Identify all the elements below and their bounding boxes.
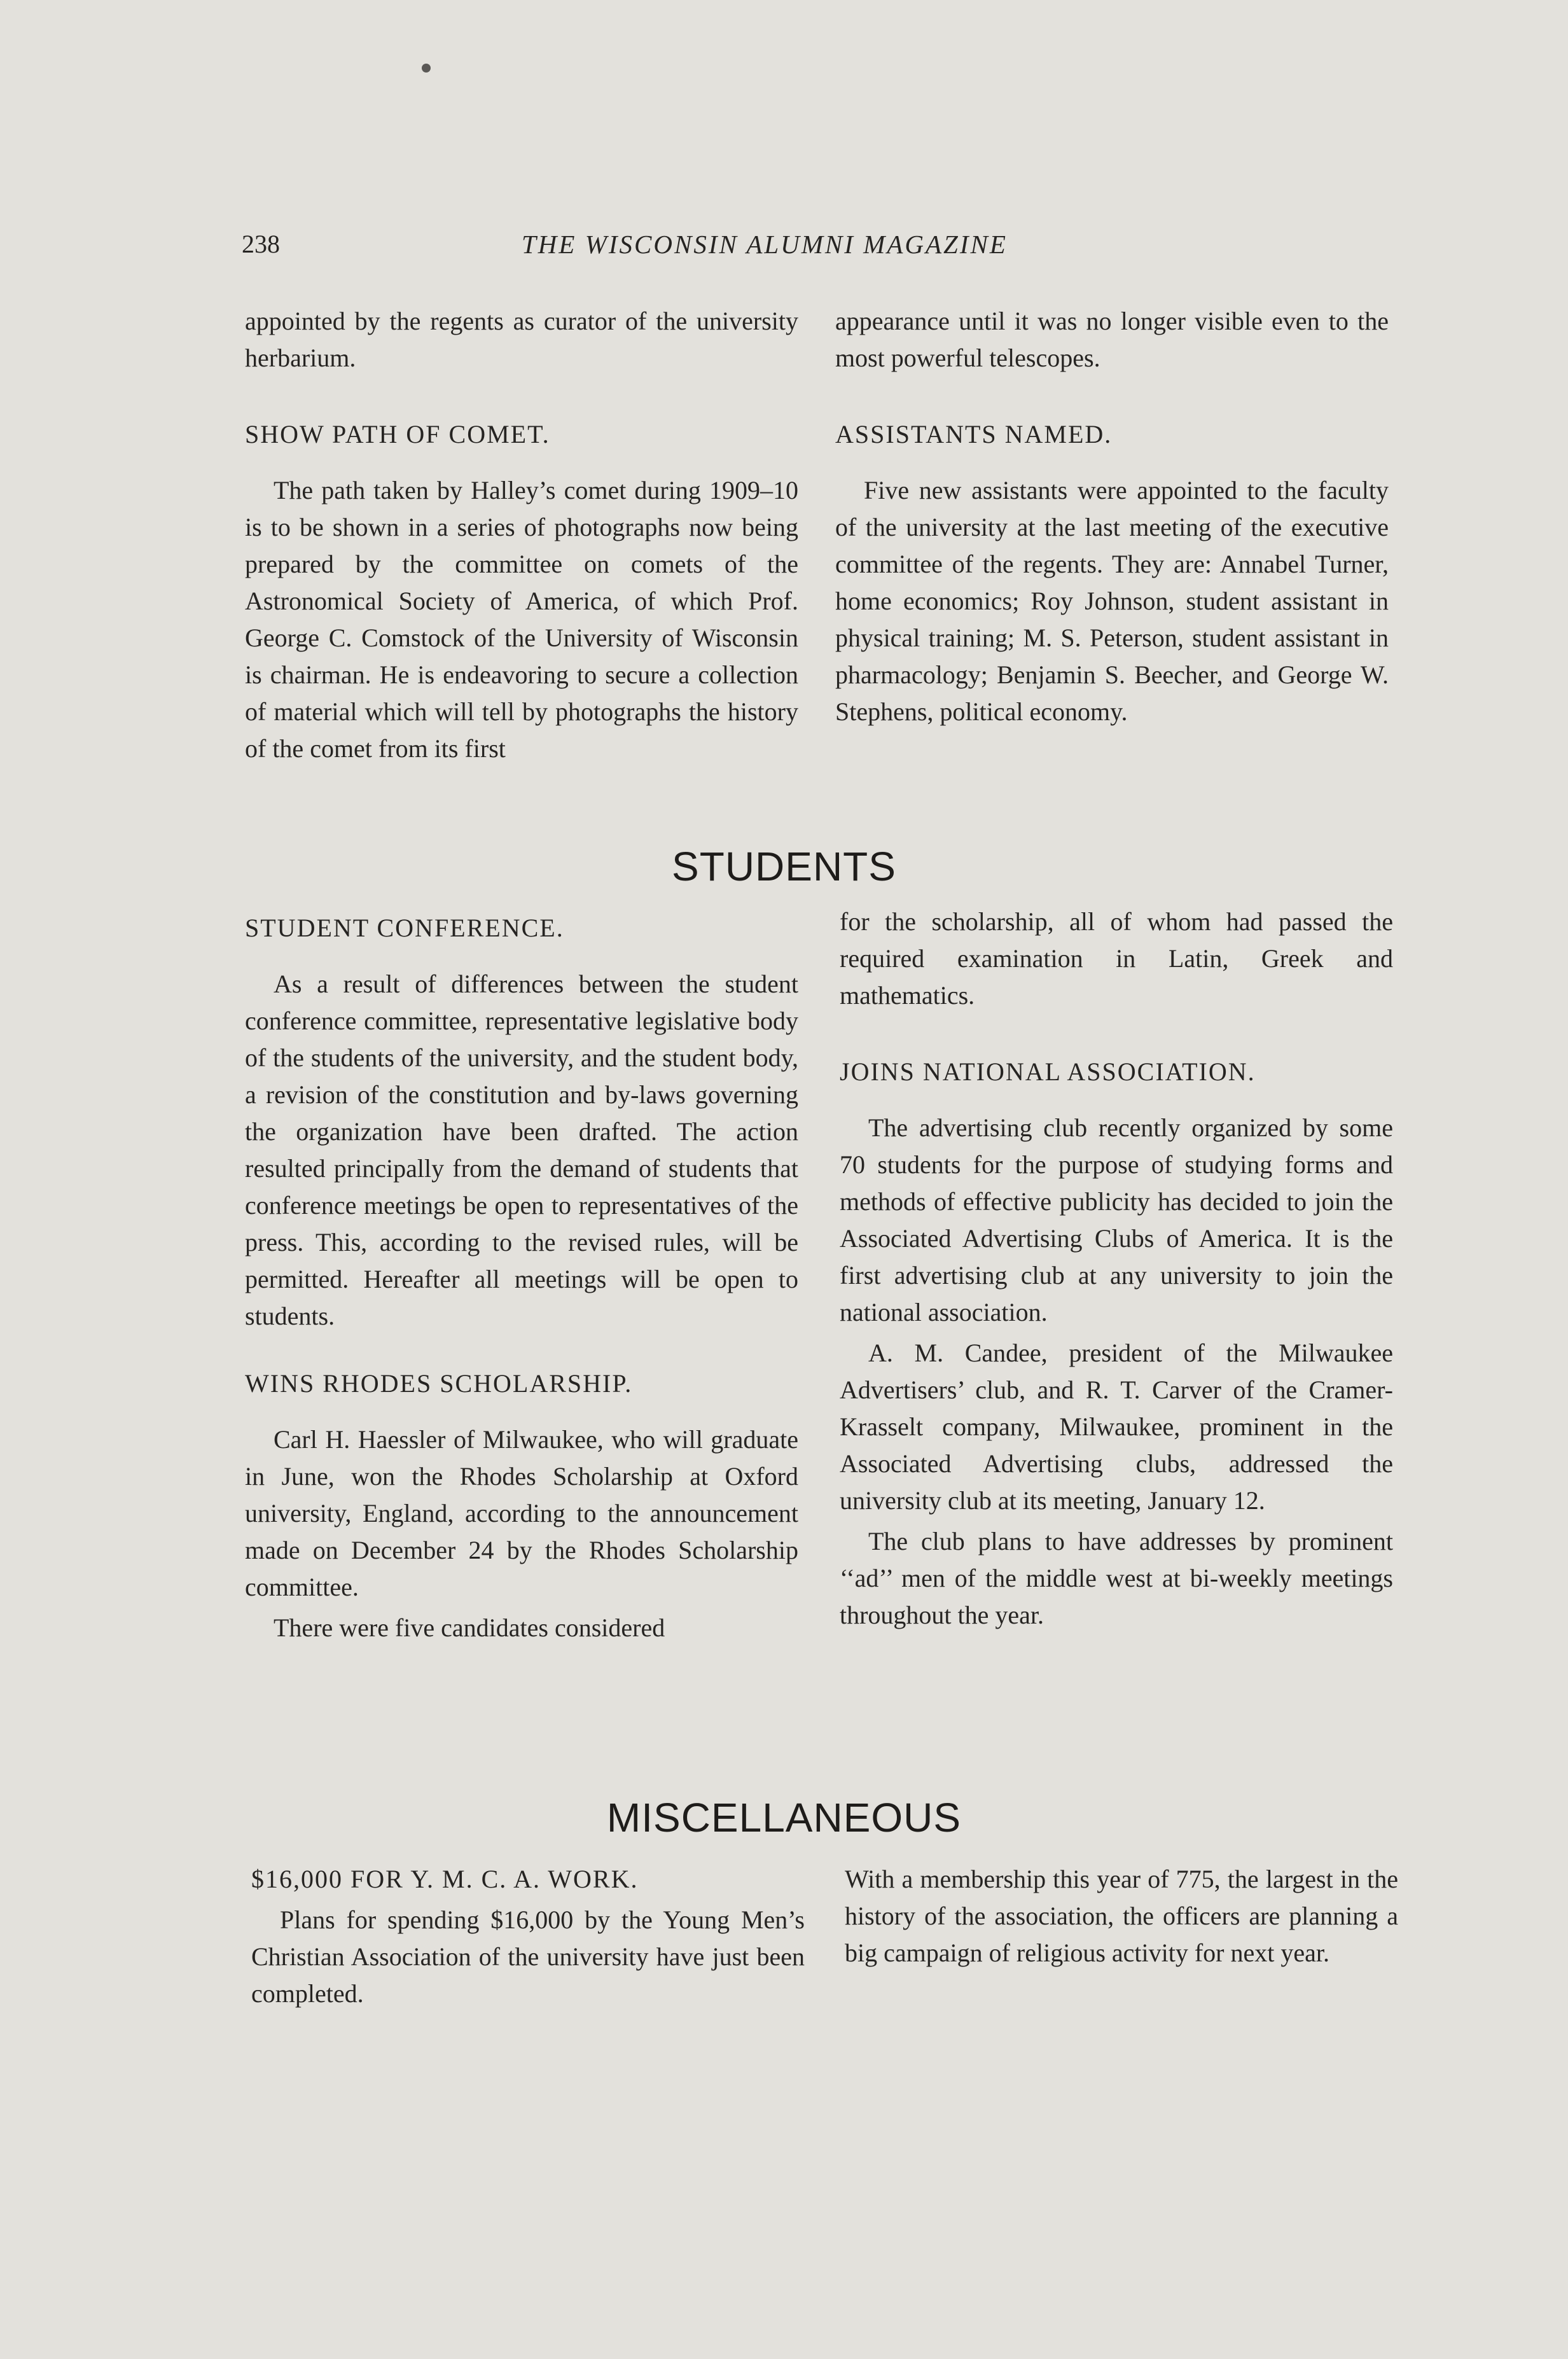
ymca-body: Plans for spending $16,000 by the Young Men’s Christian Association of the university have just been completed. xyxy=(251,1905,805,2008)
joins-association-heading: JOINS NATIONAL ASSOCIATION. xyxy=(840,1057,1256,1086)
comet-body: The path taken by Halley’s comet during 1909–10 is to be shown in a series of photographs now being prepared by the committee on comets of the Astronomical Society of America, of which Prof. George C. Comstock of the University of Wisconsin is chairman. He is endeavoring to secure a collection of material which will tell by photographs the history of the comet from its first xyxy=(245,476,798,763)
rhodes-continuation: for the scholarship, all of whom had passed the required examination in Latin, Greek and mathematics. xyxy=(840,907,1393,1010)
club-plans-body: The club plans to have addresses by prominent ‘‘ad’’ men of the middle west at bi-weekly meetings throughout the year. xyxy=(840,1527,1393,1629)
magazine-title: THE WISCONSIN ALUMNI MAGAZINE xyxy=(522,230,1008,259)
top-right-column xyxy=(835,303,1389,730)
conference-body: As a result of differences between the student conference committee, representative legislative body of the students of the university, and the student body, a revision of the constitution and by-laws governing the organization have been drafted. The action resulted principally from the demand of students that conference meetings be open to representatives of the press. This, according to the revised rules, will be permitted. Hereafter all meetings will be open to students. xyxy=(245,970,798,1330)
students-right-column xyxy=(840,903,1393,1634)
rhodes-heading: WINS RHODES SCHOLARSHIP. xyxy=(245,1369,633,1398)
herbarium-continuation: appointed by the regents as curator of the university herbarium. xyxy=(245,307,798,372)
conference-heading: STUDENT CONFERENCE. xyxy=(245,914,564,942)
print-speck xyxy=(422,64,431,73)
running-head xyxy=(242,229,1323,267)
page-number: 238 xyxy=(242,230,280,258)
assistants-heading: ASSISTANTS NAMED. xyxy=(835,420,1113,449)
miscellaneous-heading: MISCELLANEOUS xyxy=(606,1795,962,1841)
candee-body: A. M. Candee, president of the Milwaukee Advertisers’ club, and R. T. Carver of the Cramer-Krasselt company, Milwaukee, prominent in the Associated Advertising clubs, addressed the university club at its meeting, January 12. xyxy=(840,1339,1393,1515)
misc-right-column xyxy=(845,1861,1398,1972)
top-left-column xyxy=(245,303,798,767)
misc-left-column xyxy=(251,1861,805,2012)
rhodes-body: Carl H. Haessler of Milwaukee, who will graduate in June, won the Rhodes Scholarship at Oxford university, England, according to the announcement made on December 24 by the Rhodes Scholarship committee. xyxy=(245,1425,798,1601)
ymca-continuation: With a membership this year of 775, the largest in the history of the association, the officers are planning a big campaign of religious activity for next year. xyxy=(845,1865,1398,1967)
comet-continuation: appearance until it was no longer visible even to the most powerful telescopes. xyxy=(835,307,1389,372)
assistants-body: Five new assistants were appointed to the faculty of the university at the last meeting of the executive committee of the regents. They are: Annabel Turner, home economics; Roy Johnson, student assistant in physical training; M. S. Peterson, student assistant in pharmacology; Benjamin S. Beecher, and George W. Stephens, political economy. xyxy=(835,476,1389,726)
students-left-column xyxy=(245,910,798,1646)
students-heading: STUDENTS xyxy=(672,844,896,889)
comet-heading: SHOW PATH OF COMET. xyxy=(245,420,550,449)
rhodes-candidates: There were five candidates considered xyxy=(274,1613,665,1642)
ymca-heading: $16,000 FOR Y. M. C. A. WORK. xyxy=(251,1865,639,1893)
advertising-club-body: The advertising club recently organized by some 70 students for the purpose of studying forms and methods of effective publicity has decided to join the Associated Advertising Clubs of America. It is the first advertising club at any university to join the national association. xyxy=(840,1113,1393,1326)
